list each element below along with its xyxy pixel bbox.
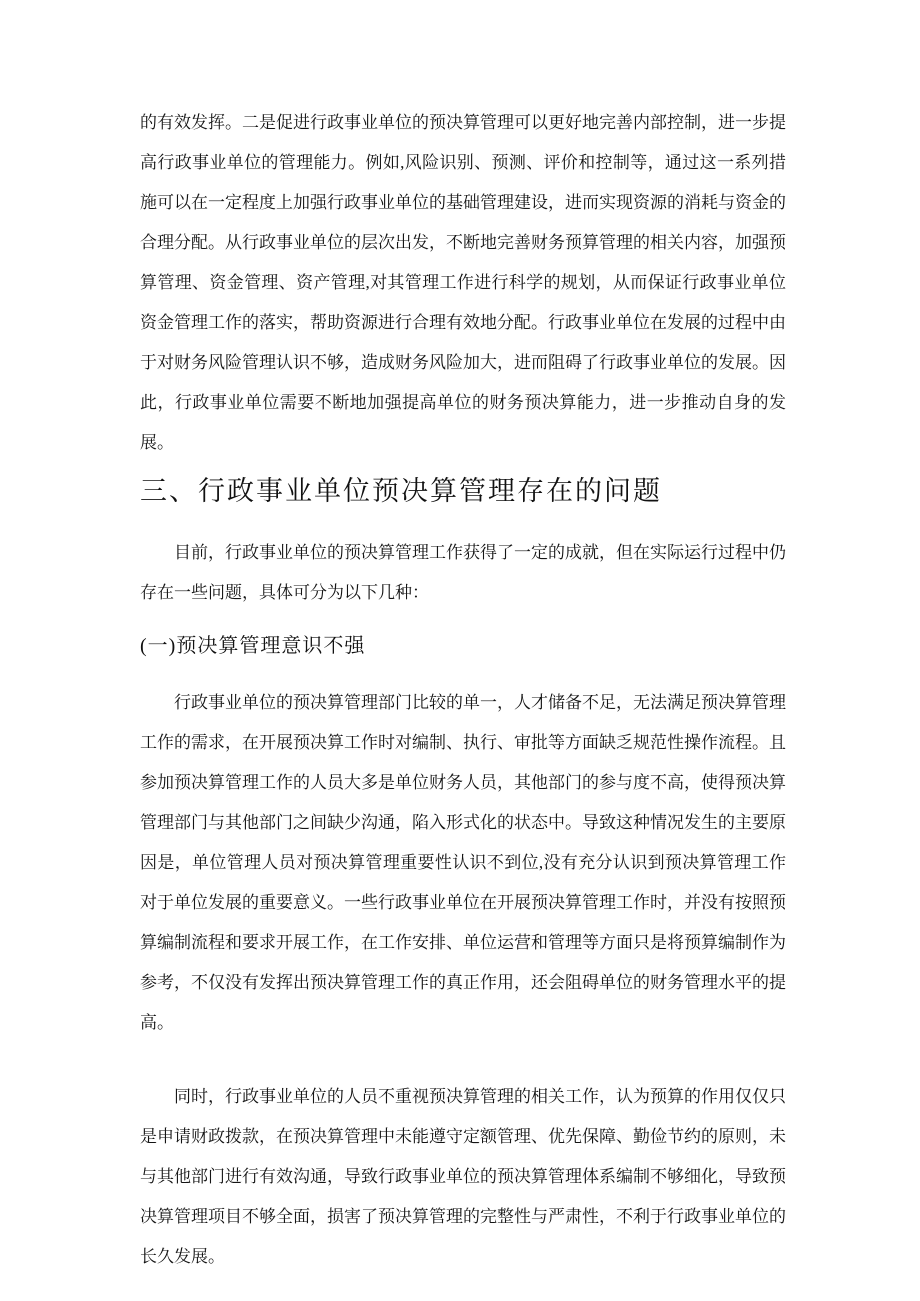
- body-paragraph-issue-detail: 行政事业单位的预决算管理部门比较的单一，人才储备不足，无法满足预决算管理工作的需求，在开展预决算工作时对编制、执行、审批等方面缺乏规范性操作流程。且参加预决算管理工作的人员大多是单位财务人员，其他部门的参与度不高，使得预决算管理部门与其他部门之间缺少沟通，陷入形式化的状态中。导致这种情况发生的主要原因是，单位管理人员对预决算管理重要性认识不到位,没有充分认识到预决算管理工作对于单位发展的重要意义。一些行政事业单位在开展预决算管理工作时，并没有按照预算编制流程和要求开展工作，在工作安排、单位运营和管理等方面只是将预算编制作为参考，不仅没有发挥出预决算管理工作的真正作用，还会阻碍单位的财务管理水平的提高。: [140, 693, 786, 1032]
- subsection-heading: (一)预决算管理意识不强: [140, 635, 366, 657]
- body-paragraph-issue-detail-2: 同时，行政事业单位的人员不重视预决算管理的相关工作，认为预算的作用仅仅只是申请财政拨款，在预决算管理中未能遵守定额管理、优先保障、勤俭节约的原则，未与其他部门进行有效沟通，导致行政事业单位的预决算管理体系编制不够细化，导致预决算管理项目不够全面，损害了预决算管理的完整性与严肃性，不利于行政事业单位的长久发展。: [140, 1087, 786, 1266]
- body-paragraph-continuation: 的有效发挥。二是促进行政事业单位的预决算管理可以更好地完善内部控制，进一步提高行政事业单位的管理能力。例如,风险识别、预测、评价和控制等，通过这一系列措施可以在一定程度上加强行政事业单位的基础管理建设，进而实现资源的消耗与资金的合理分配。从行政事业单位的层次出发，不断地完善财务预算管理的相关内容，加强预算管理、资金管理、资产管理,对其管理工作进行科学的规划，从而保证行政事业单位资金管理工作的落实，帮助资源进行合理有效地分配。行政事业单位在发展的过程中由于对财务风险管理认识不够，造成财务风险加大，进而阻碍了行政事业单位的发展。因此，行政事业单位需要不断地加强提高单位的财务预决算能力，进一步推动自身的发展。: [140, 113, 786, 452]
- document-content: [140, 103, 786, 1277]
- section-heading: 三、行政事业单位预决算管理存在的问题: [140, 476, 662, 506]
- body-paragraph-intro: 目前，行政事业单位的预决算管理工作获得了一定的成就，但在实际运行过程中仍存在一些问题，具体可分为以下几种：: [140, 543, 786, 602]
